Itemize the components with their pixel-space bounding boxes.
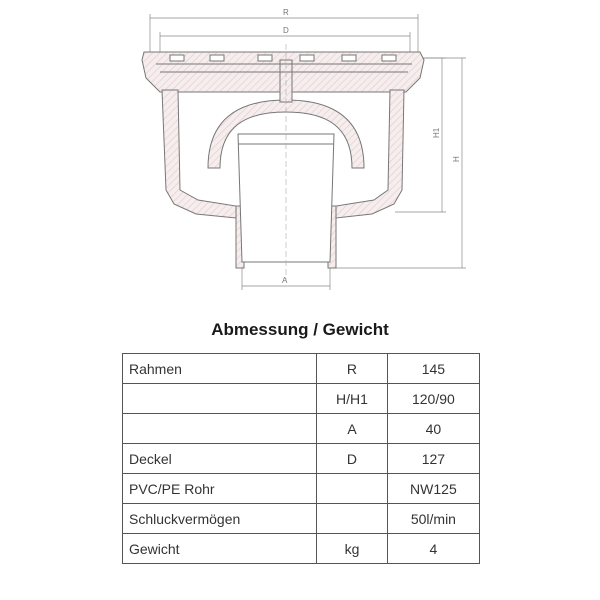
table-row — [123, 444, 480, 474]
row-symbol: D — [317, 444, 388, 474]
row-value: 40 — [387, 414, 479, 444]
row-label — [123, 384, 317, 414]
row-value: 50l/min — [387, 504, 479, 534]
row-label: Deckel — [123, 444, 317, 474]
row-symbol: kg — [317, 534, 388, 564]
row-symbol — [317, 474, 388, 504]
row-symbol: A — [317, 414, 388, 444]
row-label: Schluckvermögen — [123, 504, 317, 534]
dim-h1-label: H1 — [432, 127, 441, 138]
dim-d-label: D — [283, 26, 289, 35]
table-row — [123, 384, 480, 414]
row-value: 145 — [387, 354, 479, 384]
table-row — [123, 504, 480, 534]
table-row — [123, 474, 480, 504]
dim-a-label: A — [282, 276, 288, 285]
row-value: 127 — [387, 444, 479, 474]
row-label: PVC/PE Rohr — [123, 474, 317, 504]
row-symbol: H/H1 — [317, 384, 388, 414]
specification-table — [122, 353, 480, 564]
row-label: Gewicht — [123, 534, 317, 564]
dim-h-label: H — [452, 156, 461, 162]
row-label — [123, 414, 317, 444]
table-row — [123, 354, 480, 384]
row-value: NW125 — [387, 474, 479, 504]
table-row — [123, 414, 480, 444]
table-row — [123, 534, 480, 564]
row-symbol: R — [317, 354, 388, 384]
table-title: Abmessung / Gewicht — [211, 320, 389, 339]
dim-r-label: R — [283, 8, 289, 17]
row-symbol — [317, 504, 388, 534]
row-value: 120/90 — [387, 384, 479, 414]
row-value: 4 — [387, 534, 479, 564]
row-label: Rahmen — [123, 354, 317, 384]
